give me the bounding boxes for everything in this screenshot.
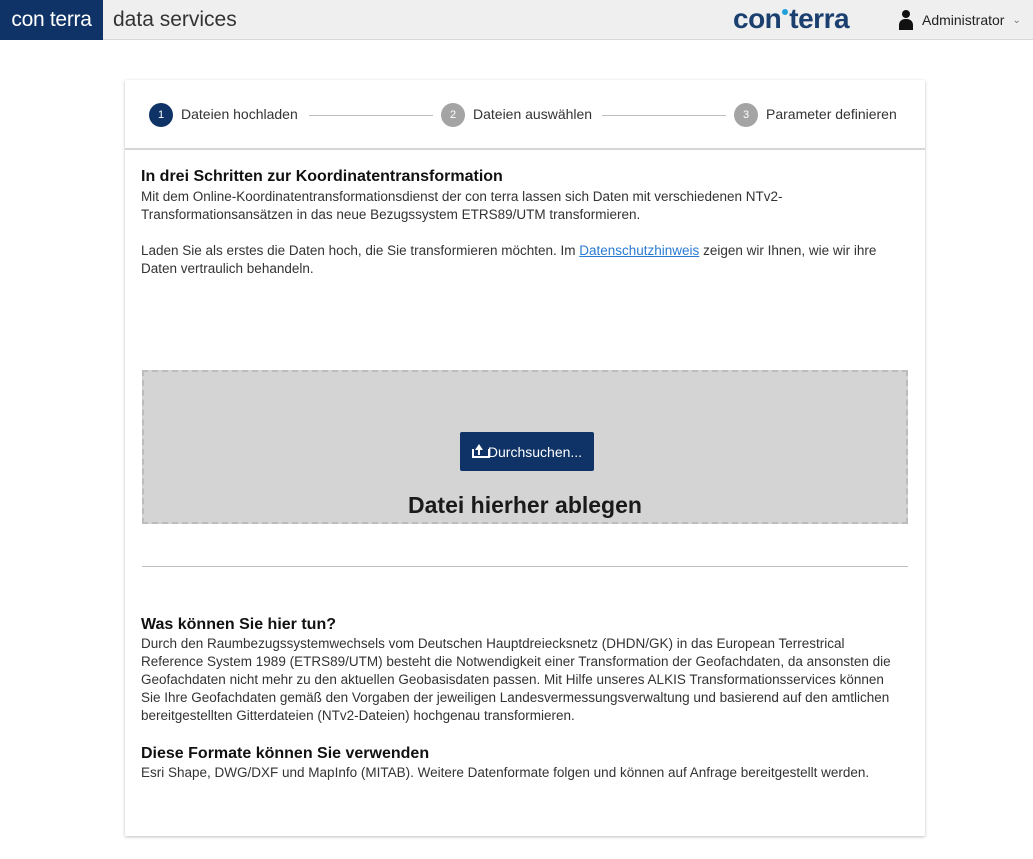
step-connector-1: [309, 115, 433, 116]
step-1-number[interactable]: 1: [149, 103, 173, 127]
intro-section: [141, 168, 911, 278]
stepper: [125, 80, 925, 150]
browse-label: Durchsuchen...: [487, 443, 583, 460]
info-section: [141, 616, 901, 782]
section-divider: [142, 566, 908, 567]
step-2-number[interactable]: 2: [441, 103, 465, 127]
logo-dot-icon: [782, 9, 788, 15]
info-title-what: Was können Sie hier tun?: [141, 616, 336, 633]
upload-card: [125, 80, 925, 836]
privacy-notice-link[interactable]: Datenschutzhinweis: [579, 243, 700, 258]
user-icon: [898, 10, 914, 30]
brand-home-link[interactable]: con terra: [0, 0, 103, 40]
logo-text-left: con: [733, 3, 782, 34]
step-2-label[interactable]: Dateien auswählen: [473, 106, 593, 122]
user-name: Administrator: [922, 12, 1005, 28]
file-dropzone[interactable]: [142, 370, 908, 524]
step-3-number[interactable]: 3: [734, 103, 758, 127]
step-3-label[interactable]: Parameter definieren: [766, 106, 897, 122]
intro-title: In drei Schritten zur Koordinatentransformation: [141, 168, 503, 185]
intro-privacy-text: [141, 242, 911, 278]
info-text-what: Durch den Raumbezugssystemwechsels vom Deutschen Hauptdreiecksnetz (DHDN/GK) in das European Terrestrical Reference System 1989 (ETRS89/UTM) besteht die Notwendigkeit einer Transformation der Geofachdaten, da ansonsten die Geofachdaten nicht mehr zu den aktuellen Geobasisdaten passen. Mit Hilfe unseres ALKIS Transformationsservices können Sie Ihre Geofachdaten gemäß den Vorgaben der jeweiligen Landesvermessungsverwaltung und basierend auf den amtlichen bereitgestellten Gitterdateien (NTv2-Dateien) hochgenau transformieren.: [141, 636, 891, 723]
drop-file-label: Datei hierher ablegen: [408, 492, 642, 518]
privacy-text-after: zeigen wir Ihnen, wie wir ihre Daten vertraulich behandeln.: [141, 243, 877, 276]
top-bar: [0, 0, 1033, 40]
logo-text-right: terra: [789, 3, 850, 34]
browse-button[interactable]: [460, 432, 594, 471]
step-1-label[interactable]: Dateien hochladen: [181, 106, 298, 122]
step-connector-2: [602, 115, 726, 116]
intro-text: Mit dem Online-Koordinatentransformationsdienst der con terra lassen sich Daten mit verschiedenen NTv2-Transformationsansätzen in das neue Bezugssystem ETRS89/UTM transformieren.: [141, 189, 783, 222]
info-text-formats: Esri Shape, DWG/DXF und MapInfo (MITAB). Weitere Datenformate folgen und können auf Anfrage bereitgestellt werden.: [141, 765, 870, 780]
user-menu[interactable]: [898, 0, 1021, 40]
privacy-text-before: Laden Sie als erstes die Daten hoch, die Sie transformieren möchten. Im: [141, 243, 580, 258]
info-title-formats: Diese Formate können Sie verwenden: [141, 745, 430, 762]
upload-icon: [472, 446, 486, 458]
app-title: data services: [113, 8, 237, 31]
conterra-logo: [733, 2, 849, 36]
chevron-down-icon: ⌄: [1012, 14, 1021, 26]
